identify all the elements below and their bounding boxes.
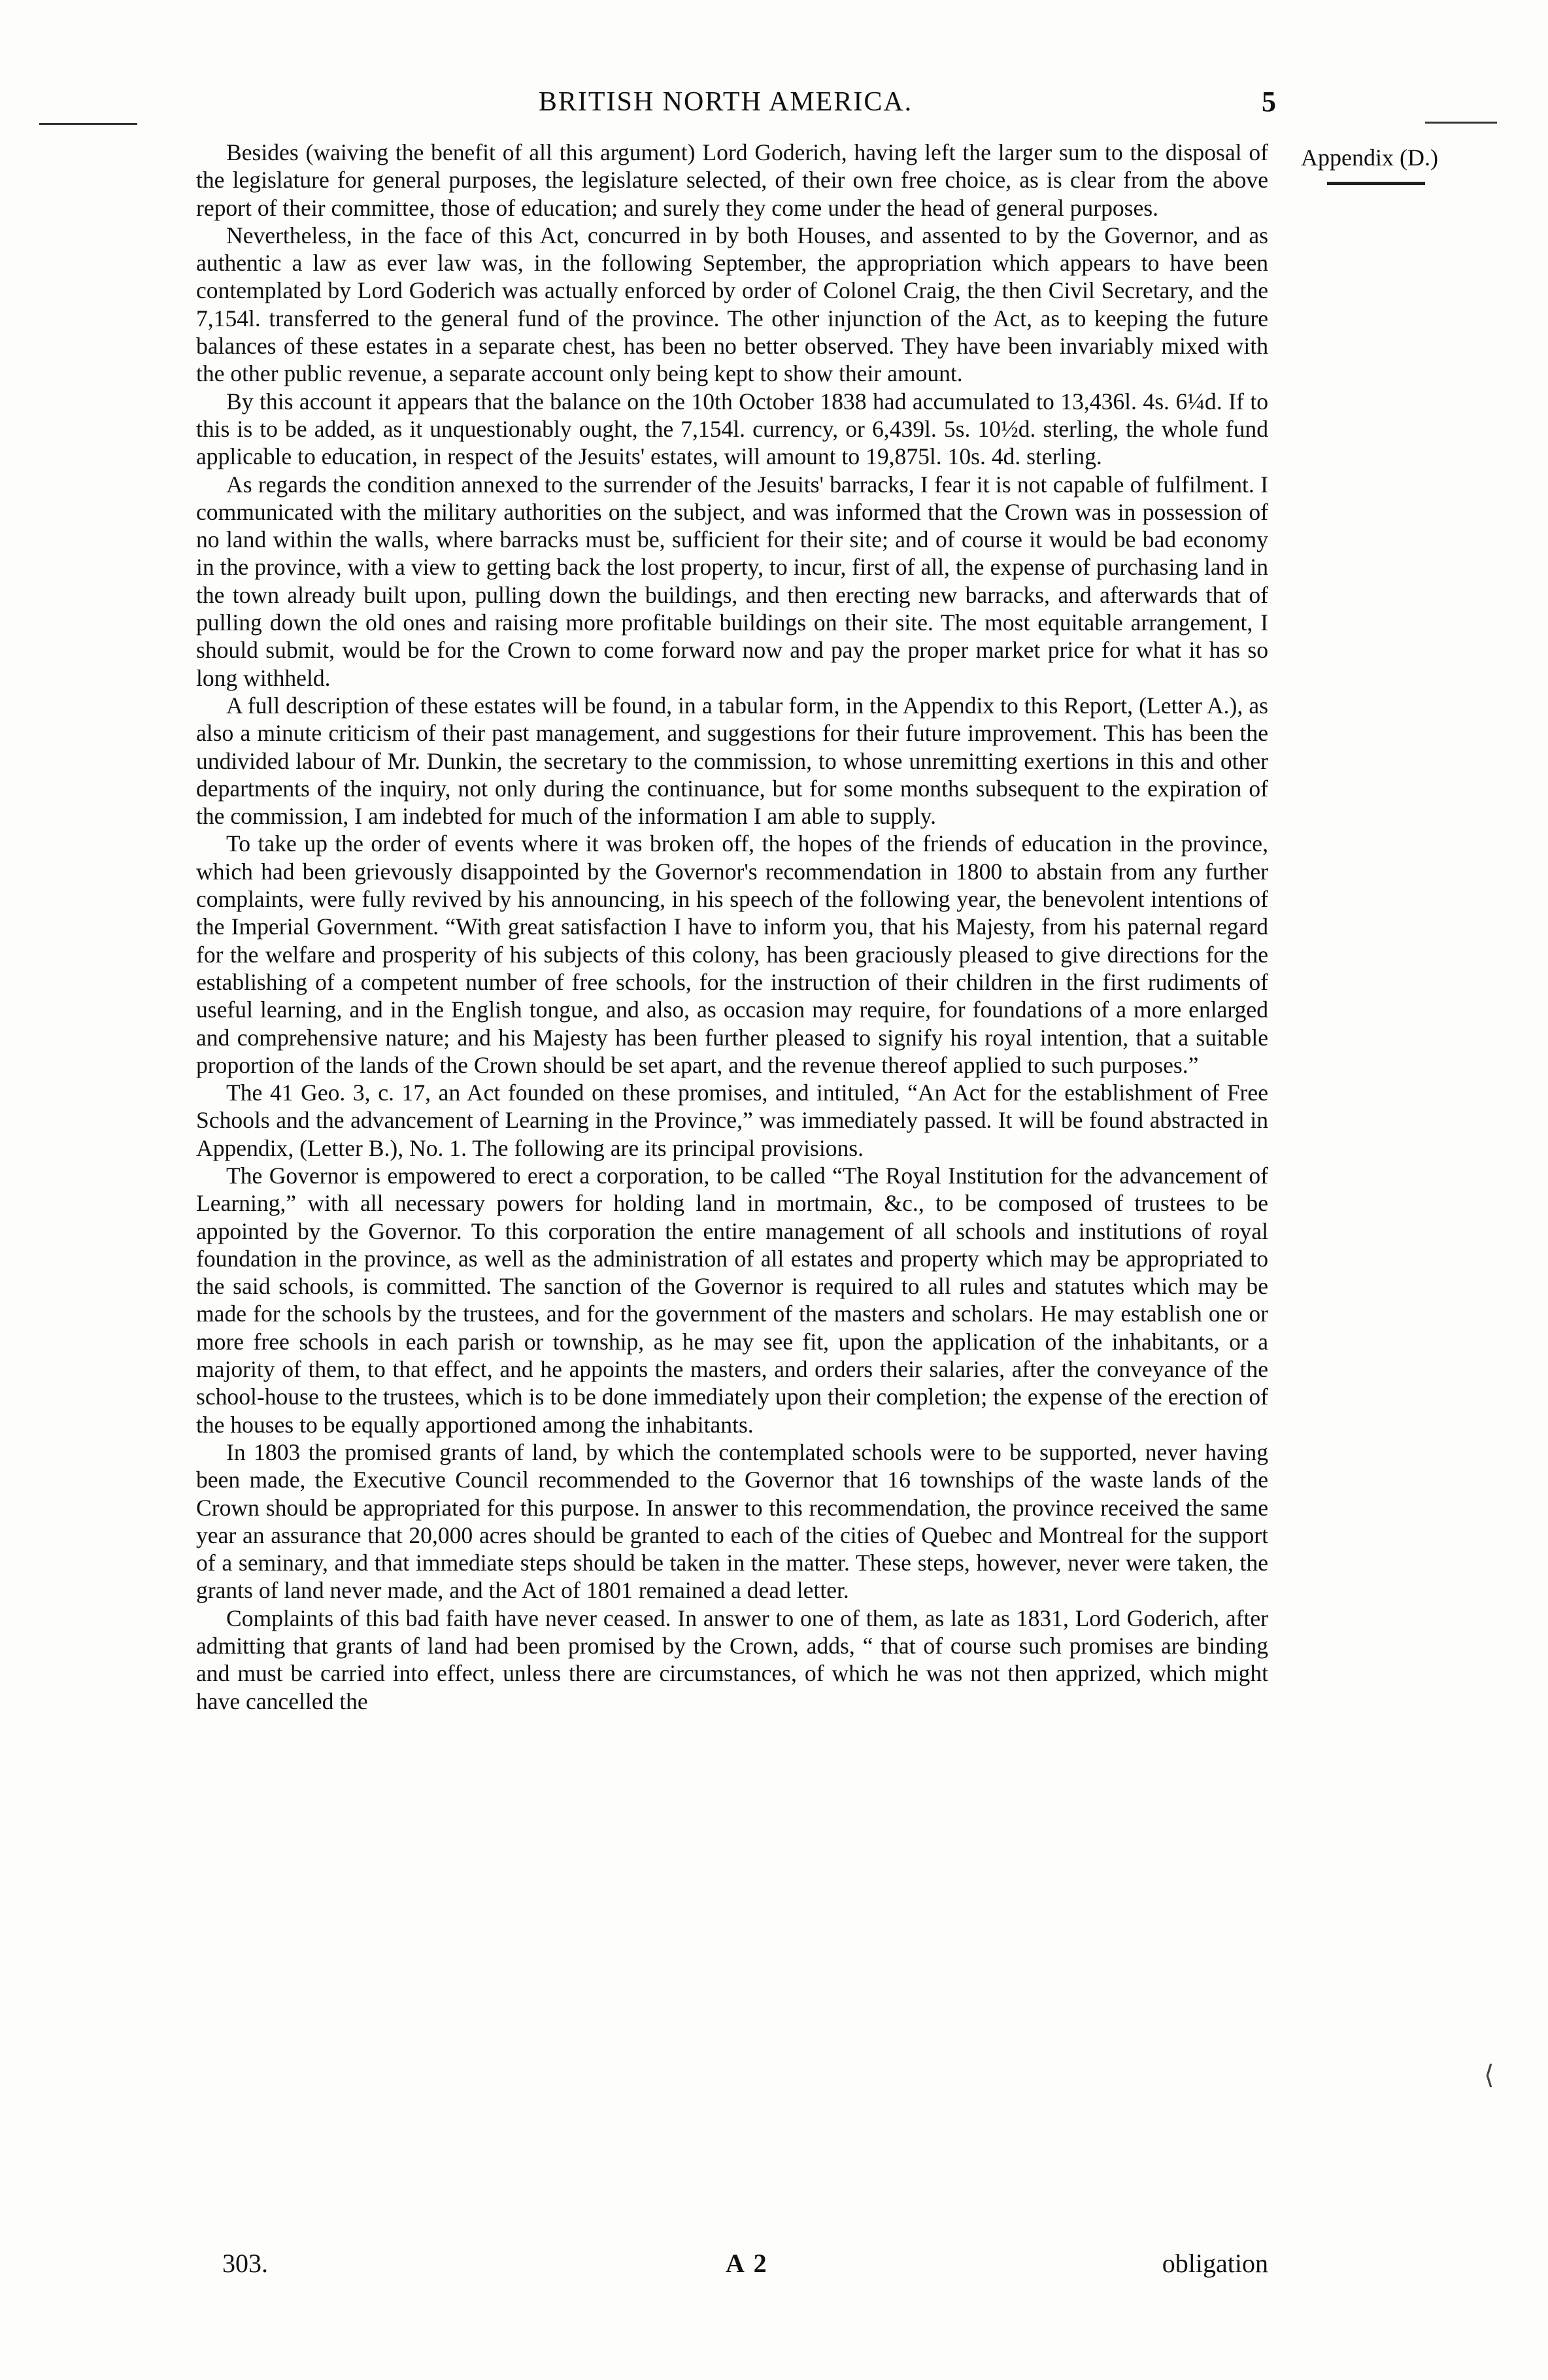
header-rule-right	[1425, 122, 1497, 124]
page-footer	[196, 2248, 1268, 2287]
page-number-top: 5	[1262, 86, 1276, 118]
margin-note-rule	[1327, 182, 1425, 185]
paragraph-5: A full description of these estates will be found, in a tabular form, in the Appendix to this Report, (Letter A.), as also a minute criticism of their past management, and suggestions for their future improvement. This has been the undivided labour of Mr. Dunkin, the secretary to the commission, to whose unremitting exertions in this and other departments of the inquiry, not only during the continuance, but for some months subsequent to the expiration of the commission, I am indebted for much of the information I am able to supply.	[196, 692, 1268, 830]
paragraph-1: Besides (waiving the benefit of all this argument) Lord Goderich, having left the larger sum to the disposal of the legislature for general purposes, the legislature selected, of their own free choice, as is clear from the above report of their committee, those of education; and surely they come under the head of general purposes.	[196, 139, 1268, 221]
paragraph-4: As regards the condition annexed to the surrender of the Jesuits' barracks, I fear it is not capable of fulfilment. I communicated with the military authorities on the subject, and was informed that the Crown was in possession of no land within the walls, where barracks must be, sufficient for their site; and of course it would be bad economy in the province, with a view to getting back the lost property, to incur, first of all, the expense of purchasing land in the town already built upon, pulling down the buildings, and then erecting new barracks, and afterwards that of pulling down the old ones and raising more profitable buildings on their site. The most equitable arrangement, I should submit, would be for the Crown to come forward now and pay the proper market price for what it has so long withheld.	[196, 471, 1268, 691]
paragraph-8: The Governor is empowered to erect a corporation, to be called “The Royal Institution for the advancement of Learning,” with all necessary powers for holding land in mortmain, &c., to be composed of trustees to be appointed by the Governor. To this corporation the entire management of all schools and institutions of royal foundation in the province, as well as the administration of all estates and property which may be appropriated to the said schools, is committed. The sanction of the Governor is required to all rules and statutes which may be made for the schools by the trustees, and for the government of the masters and scholars. He may establish one or more free schools in each parish or township, as he may see fit, upon the application of the inhabitants, or a majority of them, to that effect, and he appoints the masters, and orders their salaries, after the conveyance of the school-house to the trustees, which is to be done immediately upon their completion; the expense of the erection of the houses to be equally apportioned among the inhabitants.	[196, 1162, 1268, 1438]
running-head: BRITISH NORTH AMERICA.	[538, 87, 913, 117]
paragraph-10: Complaints of this bad faith have never ceased. In answer to one of them, as late as 1831, Lord Goderich, after admitting that grants of land had been promised by the Crown, adds, “ that of course such promises are binding and must be carried into effect, unless there are circumstances, of which he was not then apprized, which might have cancelled the	[196, 1605, 1268, 1714]
catchword: obligation	[1162, 2249, 1268, 2278]
paragraph-2: Nevertheless, in the face of this Act, concurred in by both Houses, and assented to by the Governor, and as authentic a law as ever law was, in the following September, the appropriation which appears to have been contemplated by Lord Goderich was actually enforced by order of Colonel Craig, the then Civil Secretary, and the 7,154l. transferred to the general fund of the province. The other injunction of the Act, as to keeping the future balances of these estates in a separate chest, has been no better observed. They have been invariably mixed with the other public revenue, a separate account only being kept to show their amount.	[196, 222, 1268, 387]
header-rule-left	[39, 123, 137, 125]
paragraph-3: By this account it appears that the balance on the 10th October 1838 had accumulated to 13,436l. 4s. 6¼d. If to this is to be added, as it unquestionably ought, the 7,154l. currency, or 6,439l. 5s. 10½d. sterling, the whole fund applicable to education, in respect of the Jesuits' estates, will amount to 19,875l. 10s. 4d. sterling.	[196, 388, 1268, 470]
paragraph-9: In 1803 the promised grants of land, by which the contemplated schools were to be supported, never having been made, the Executive Council recommended to the Governor that 16 townships of the waste lands of the Crown should be appropriated for this purpose. In answer to this recommendation, the province received the same year an assurance that 20,000 acres should be granted to each of the cities of Quebec and Montreal for the support of a seminary, and that immediate steps should be taken in the matter. These steps, however, never were taken, the grants of land never made, and the Act of 1801 remained a dead letter.	[196, 1438, 1268, 1604]
paragraph-7: The 41 Geo. 3, c. 17, an Act founded on these promises, and intituled, “An Act for the establishment of Free Schools and the advancement of Learning in the Province,” was immediately passed. It will be found abstracted in Appendix, (Letter B.), No. 1. The following are its principal provisions.	[196, 1080, 1268, 1161]
body-text	[196, 139, 1268, 1715]
signature-mark: A 2	[726, 2249, 769, 2278]
margin-note-appendix: Appendix (D.)	[1301, 144, 1438, 171]
paragraph-6: To take up the order of events where it was broken off, the hopes of the friends of education in the province, which had been grievously disappointed by the Governor's recommendation in 1800 to abstain from any further complaints, were fully revived by his announcing, in his speech of the following year, the benevolent intentions of the Imperial Government. “With great satisfaction I have to inform you, that his Majesty, from his paternal regard for the welfare and prosperity of his subjects of this colony, has been graciously pleased to give directions for the establishing of a competent number of free schools, for the instruction of their children in the first rudiments of useful learning, and in the English tongue, and also, as occasion may require, for foundations of a more enlarged and comprehensive nature; and his Majesty has been further pleased to signify his royal intention, that a suitable proportion of the lands of the Crown should be set apart, and the revenue thereof applied to such purposes.”	[196, 830, 1268, 1078]
page-number-bottom: 303.	[222, 2249, 268, 2278]
margin-bracket-mark: ⟨	[1484, 2060, 1494, 2090]
